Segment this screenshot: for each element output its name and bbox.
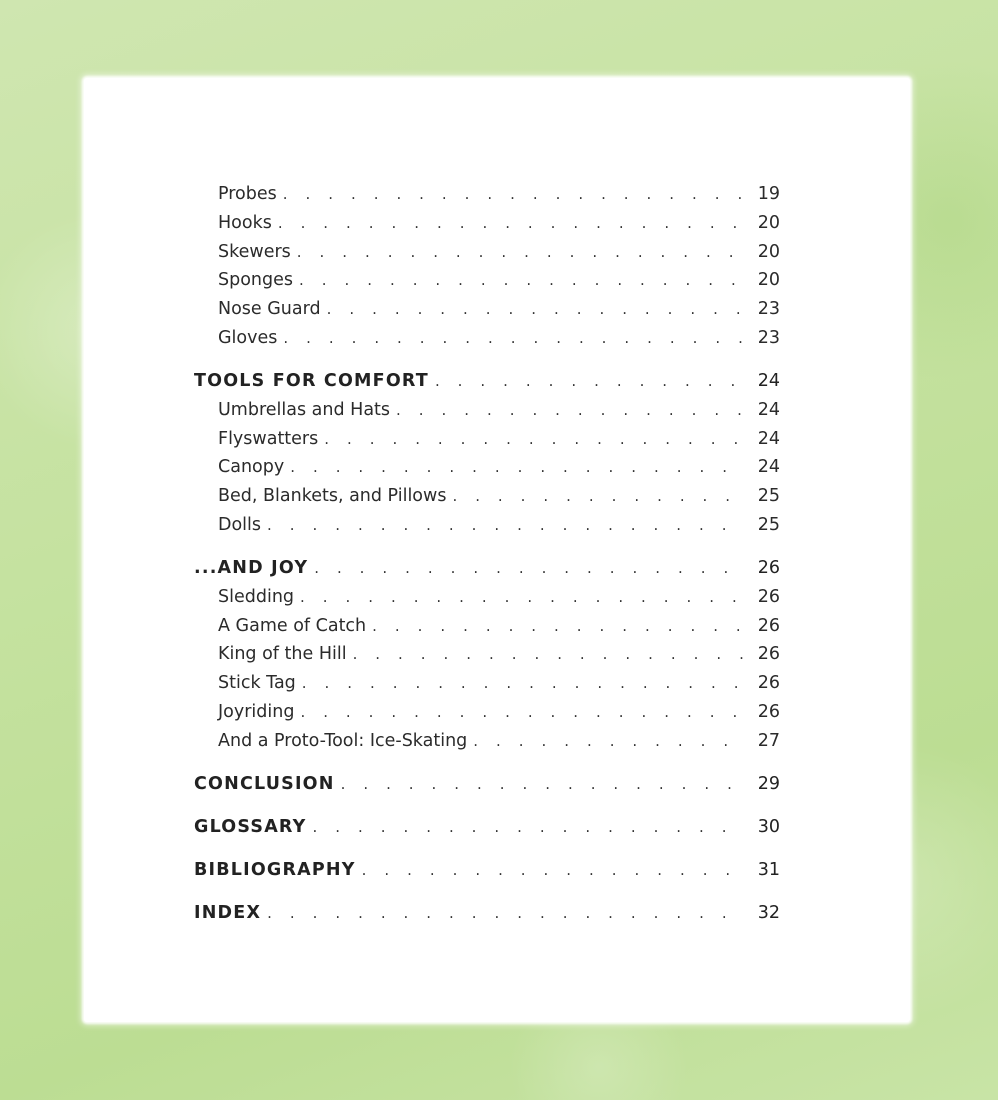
toc-entry-label: Canopy [218,457,285,478]
dot-leader [435,372,744,390]
toc-entry-label: Sledding [218,586,295,607]
dot-leader [300,588,744,606]
toc-entry-canopy [194,457,780,486]
toc-entry-label: Skewers [218,241,291,262]
toc-entry-a-game-of-catch [194,616,780,645]
toc-entry-label: And a Proto-Tool: Ice-Skating [218,730,468,751]
toc-entry-label: Probes [218,184,277,204]
dot-leader [283,329,744,347]
toc-entry-label: Dolls [218,514,262,535]
toc-section-label: INDEX [194,902,262,923]
toc-section-label: CONCLUSION [194,773,335,794]
toc-entry-page: 29 [757,773,780,794]
toc-entry-label: Flyswatters [218,428,319,449]
dot-leader [314,559,744,577]
toc-entry-page: 26 [757,615,780,636]
toc-entry-label: Umbrellas and Hats [218,399,391,420]
toc-entry-king-of-the-hill [194,644,780,673]
toc-entry-page: 26 [757,644,780,665]
toc-entry-label: Gloves [218,327,278,348]
toc-entry-page: 27 [757,730,780,751]
toc-entry-page: 26 [757,701,780,722]
dot-leader [300,703,744,721]
dot-leader [299,271,744,289]
toc-entry-nose-guard [194,299,780,328]
toc-section-index [194,903,780,932]
toc-entry-page: 25 [757,514,780,535]
toc-entry-label: Bed, Blankets, and Pillows [218,486,447,507]
toc-entry-bed-blankets-pillows [194,486,780,515]
toc-entry-label: Stick Tag [218,673,296,694]
toc-entry-page: 24 [757,428,780,449]
toc-entry-label: Sponges [218,270,294,291]
toc-section-and-joy [194,558,780,587]
toc-entry-umbrellas-and-hats [194,400,780,429]
toc-section-bibliography [194,860,780,889]
toc-entry-label: Nose Guard [218,299,321,320]
dot-leader [324,430,744,448]
toc-section-label: BIBLIOGRAPHY [194,859,356,880]
toc-section-label: TOOLS FOR COMFORT [194,370,429,391]
toc-entry-flyswatters [194,429,780,458]
toc-entry-page: 23 [757,327,780,348]
toc-entry-page: 30 [757,816,780,837]
toc-entry-skewers [194,242,780,271]
dot-leader [267,904,744,922]
toc-section-tools-for-comfort [194,371,780,400]
toc-entry-page: 23 [757,299,780,320]
toc-entry-page: 20 [757,212,780,233]
dot-leader [327,300,744,318]
toc-entry-sledding [194,587,780,616]
toc-entry-hooks [194,213,780,242]
toc-section-label: ...AND JOY [194,557,309,578]
toc-entry-page: 32 [757,902,780,923]
toc-section-conclusion [194,774,780,803]
toc-entry-page: 24 [757,399,780,420]
toc-entry-proto-tool-ice-skating [194,731,780,760]
dot-leader [278,214,744,232]
toc-entry-page: 24 [757,370,780,391]
toc-page [84,78,910,1022]
toc-entry-page: 20 [757,241,780,262]
toc-entry-label: Hooks [218,212,272,233]
toc-section-glossary [194,817,780,846]
dot-leader [362,861,744,879]
dot-leader [283,185,744,203]
toc-entry-page: 31 [757,859,780,880]
dot-leader [452,487,744,505]
toc-entry-page: 20 [757,270,780,291]
toc-entry-label: King of the Hill [218,644,347,665]
dot-leader [353,645,744,663]
toc-entry-page: 26 [757,673,780,694]
toc-entry-page: 25 [757,486,780,507]
toc-entry-page: 24 [757,457,780,478]
toc-entry-gloves [194,328,780,357]
toc-entry-stick-tag [194,673,780,702]
toc-entry-sponges [194,270,780,299]
toc-entry-page: 26 [757,586,780,607]
table-of-contents [194,184,780,931]
dot-leader [297,243,744,261]
toc-entry-joyriding [194,702,780,731]
toc-entry-label: A Game of Catch [218,615,367,636]
dot-leader [267,516,744,534]
toc-entry-page: 19 [757,184,780,204]
dot-leader [341,775,744,793]
dot-leader [290,458,744,476]
toc-entry-probes [194,184,780,213]
toc-entry-dolls [194,515,780,544]
dot-leader [313,818,744,836]
dot-leader [372,617,744,635]
toc-section-label: GLOSSARY [194,816,307,837]
dot-leader [396,401,744,419]
toc-entry-page: 26 [757,557,780,578]
dot-leader [302,674,744,692]
toc-entry-label: Joyriding [218,701,295,722]
dot-leader [473,732,744,750]
